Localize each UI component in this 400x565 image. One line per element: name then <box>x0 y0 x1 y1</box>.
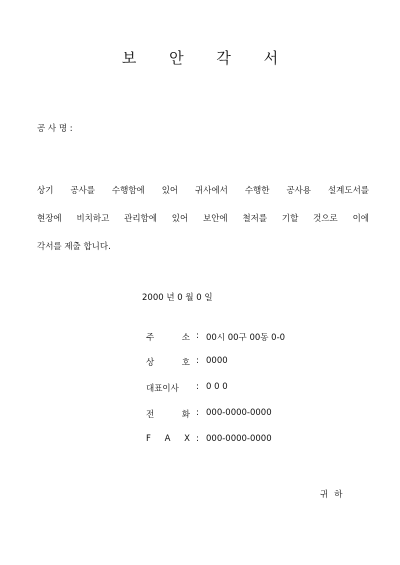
body-text-line-3: 각서를 제출 합니다. <box>37 242 111 252</box>
body-text-line-1: 상기 공사를 수행함에 있어 귀사에서 수행한 공사용 설계도서를 <box>37 186 369 196</box>
field-value-company: 0000 <box>206 356 228 366</box>
field-value-ceo: 0 0 0 <box>206 382 228 392</box>
field-colon: : <box>196 356 199 366</box>
body-text-line-2: 현장에 비치하고 관리함에 있어 보안에 철저를 기할 것으로 이에 <box>37 214 369 224</box>
field-label-company: 상 호 <box>146 358 190 368</box>
field-colon: : <box>196 408 199 418</box>
field-value-phone: 000-0000-0000 <box>206 408 272 418</box>
project-name-label: 공 사 명 : <box>37 124 73 134</box>
field-label-address: 주 소 <box>146 333 190 343</box>
field-label-fax: F A X <box>146 434 190 444</box>
field-colon: : <box>196 382 199 392</box>
field-label-ceo: 대표이사 <box>146 384 179 394</box>
date-line: 2000 년 0 월 0 일 <box>142 293 213 303</box>
closing-honorific: 귀하 <box>320 490 349 500</box>
field-value-address: 00시 00구 00동 0-0 <box>206 333 286 343</box>
field-value-fax: 000-0000-0000 <box>206 434 272 444</box>
document-title: 보 안 각 서 <box>121 49 293 67</box>
field-colon: : <box>196 434 199 444</box>
field-colon: : <box>196 331 199 341</box>
field-label-phone: 전 화 <box>146 410 190 420</box>
